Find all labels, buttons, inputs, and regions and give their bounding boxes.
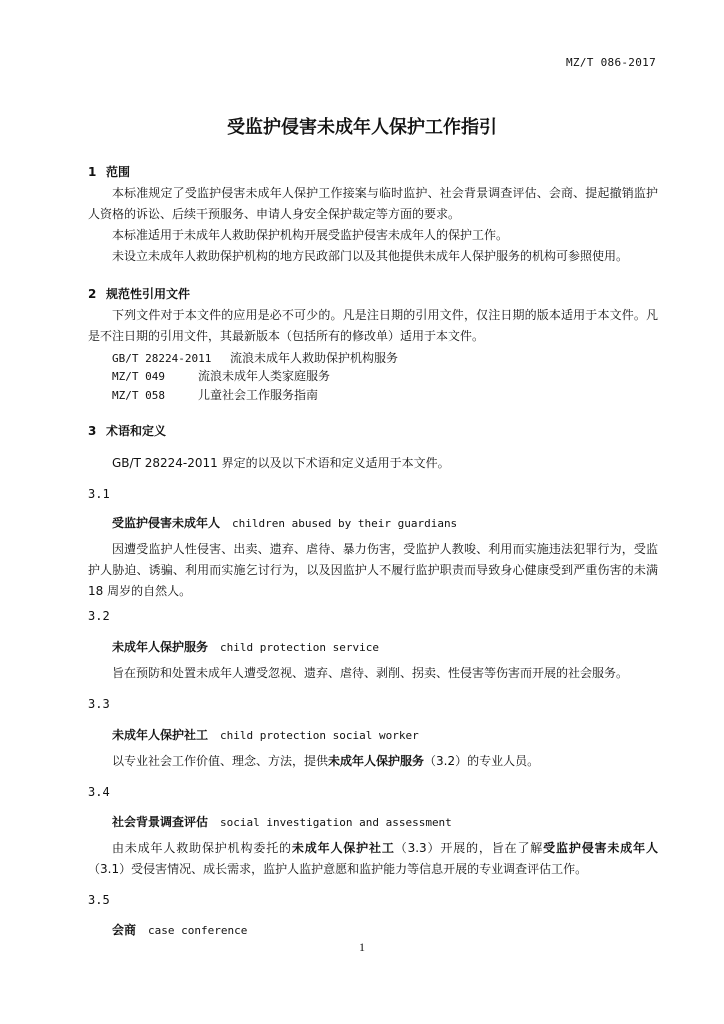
term-chinese: 会商: [112, 923, 137, 937]
section-2-paragraph-1: 下列文件对于本文件的应用是必不可少的。凡是注日期的引用文件，仅注日期的版本适用于本文件。凡是不注日期的引用文件，其最新版本（包括所有的修改单）适用于本文件。: [88, 308, 658, 343]
term-number: 3.1: [88, 487, 110, 501]
reference-code: GB/T 28224-2011: [112, 352, 212, 365]
document-title: 受监护侵害未成年人保护工作指引: [227, 117, 497, 138]
definition-text: （3.3）开展的，旨在了解: [394, 841, 544, 855]
term-english: child protection social worker: [220, 729, 419, 742]
term-number: 3.4: [88, 785, 110, 799]
definition-text: （3.2）的专业人员。: [424, 754, 540, 768]
reference-code: MZ/T 058: [112, 389, 165, 402]
term-heading: [112, 921, 247, 938]
definition-text: 以专业社会工作价值、理念、方法，提供: [112, 754, 329, 768]
term-english: children abused by their guardians: [232, 517, 458, 530]
term-number: 3.2: [88, 609, 110, 623]
section-title: 术语和定义: [106, 424, 167, 438]
section-1-heading: [88, 163, 130, 180]
term-cross-reference: 未成年人保护服务: [328, 754, 425, 768]
term-definition: 旨在预防和处置未成年人遭受忽视、遗弃、虐待、剥削、拐卖、性侵害等伤害而开展的社会服务。: [112, 666, 629, 680]
section-number: 2: [88, 287, 97, 301]
section-2-heading: [88, 285, 190, 302]
reference-item: [112, 386, 318, 403]
term-heading: [112, 726, 419, 743]
section-number: 1: [88, 165, 97, 179]
term-english: child protection service: [220, 641, 379, 654]
term-chinese: 社会背景调查评估: [112, 815, 209, 829]
term-chinese: 受监护侵害未成年人: [112, 516, 221, 530]
reference-title: 流浪未成年人救助保护机构服务: [230, 351, 399, 365]
standard-code: MZ/T 086-2017: [566, 56, 656, 69]
reference-code: MZ/T 049: [112, 370, 165, 383]
reference-title: 流浪未成年人类家庭服务: [198, 369, 331, 383]
term-heading: [112, 638, 379, 655]
term-cross-reference: 未成年人保护社工: [291, 841, 395, 855]
section-title: 规范性引用文件: [106, 287, 191, 301]
section-1-paragraph-2: 本标准适用于未成年人救助保护机构开展受监护侵害未成年人的保护工作。: [112, 228, 509, 242]
section-1-paragraph-3: 未设立未成年人救助保护机构的地方民政部门以及其他提供未成年人保护服务的机构可参照使用。: [112, 249, 629, 263]
term-chinese: 未成年人保护社工: [112, 728, 209, 742]
term-number: 3.5: [88, 893, 110, 907]
section-title: 范围: [106, 165, 131, 179]
term-heading: [112, 514, 457, 531]
term-english: case conference: [148, 924, 248, 937]
term-heading: [112, 813, 452, 830]
term-definition: [88, 838, 658, 880]
reference-item: [112, 349, 398, 366]
definition-text: 由未成年人救助保护机构委托的: [112, 841, 292, 855]
term-chinese: 未成年人保护服务: [112, 640, 209, 654]
term-definition: [88, 751, 658, 772]
section-1-paragraph-1: 本标准规定了受监护侵害未成年人保护工作接案与临时监护、社会背景调查评估、会商、提起撤销监护人资格的诉讼、后续干预服务、申请人身安全保护裁定等方面的要求。: [88, 186, 658, 221]
term-definition: 因遭受监护人性侵害、出卖、遗弃、虐待、暴力伤害，受监护人教唆、利用而实施违法犯罪行为，受监护人胁迫、诱骗、利用而实施乞讨行为，以及因监护人不履行监护职责而导致身心健康受到严重伤害的未满 18 周岁的自然人。: [88, 542, 658, 598]
section-number: 3: [88, 424, 97, 438]
definition-text: （3.1）受侵害情况、成长需求，监护人监护意愿和监护能力等信息开展的专业调查评估工作。: [88, 862, 588, 876]
term-cross-reference: 受监护侵害未成年人: [543, 841, 658, 855]
term-english: social investigation and assessment: [220, 816, 452, 829]
section-3-intro: GB/T 28224-2011 界定的以及以下术语和定义适用于本文件。: [112, 456, 450, 470]
page-number: 1: [359, 940, 365, 954]
term-number: 3.3: [88, 697, 110, 711]
section-3-heading: [88, 422, 166, 439]
reference-item: [112, 367, 330, 384]
reference-title: 儿童社会工作服务指南: [198, 388, 319, 402]
